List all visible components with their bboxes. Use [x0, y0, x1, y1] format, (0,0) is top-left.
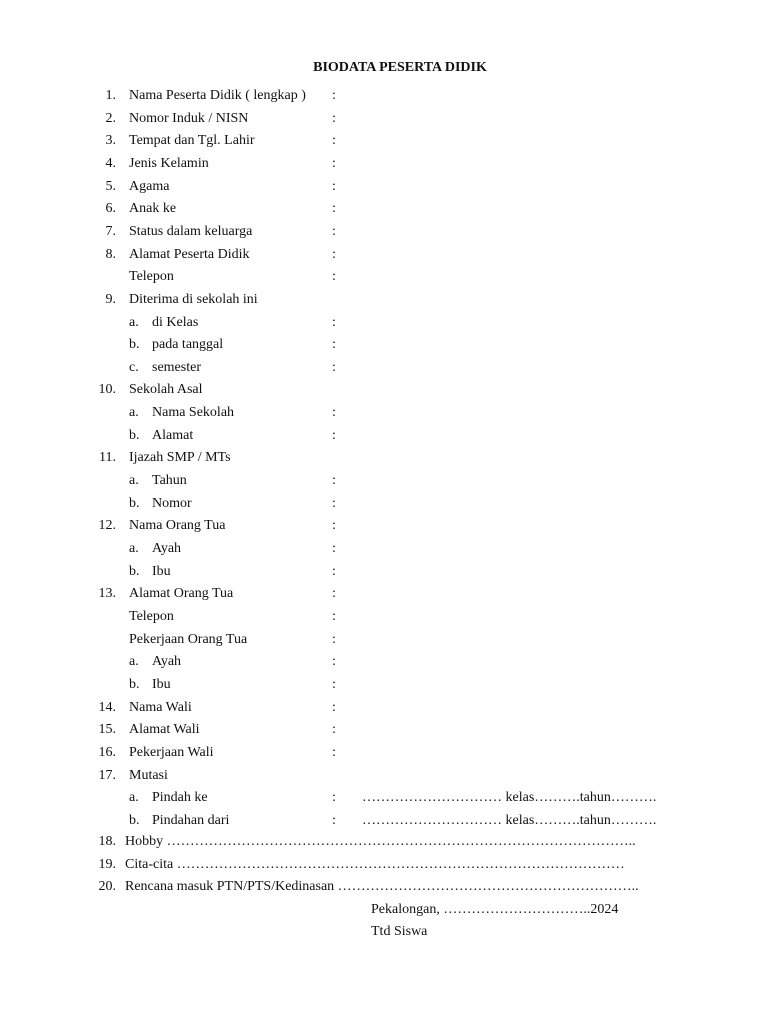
- row-number: 2.: [105, 110, 116, 126]
- row-number: 1.: [105, 88, 116, 103]
- field-label: di Kelas: [152, 314, 199, 330]
- field-colon: :: [332, 676, 336, 692]
- field-colon: :: [332, 269, 336, 285]
- field-colon: :: [332, 178, 336, 194]
- field-label: semester: [152, 359, 201, 375]
- field-label: Anak ke: [129, 201, 177, 217]
- row-letter: a.: [129, 314, 139, 330]
- row-letter: b.: [129, 495, 140, 511]
- field-colon: :: [332, 133, 336, 149]
- field-label: Diterima di sekolah ini: [129, 291, 258, 307]
- field-label: Alamat: [152, 427, 194, 443]
- row-letter: b.: [129, 427, 140, 443]
- fill-line[interactable]: ………………………… kelas……….tahun……….: [362, 812, 657, 828]
- field-label: Tahun: [152, 473, 187, 489]
- field-colon: :: [332, 337, 336, 353]
- field-label: Sekolah Asal: [129, 382, 203, 398]
- field-label: Pindahan dari: [152, 812, 230, 828]
- open-field-text[interactable]: Cita-cita ……………………………………………………………………………………: [125, 856, 625, 872]
- field-label: pada tanggal: [152, 337, 224, 353]
- signature-label: Ttd Siswa: [371, 924, 428, 939]
- row-letter: b.: [129, 676, 140, 692]
- row-number: 15.: [98, 722, 116, 738]
- row-number: 17.: [98, 767, 116, 783]
- row-number: 11.: [99, 450, 116, 466]
- fill-line[interactable]: ………………………… kelas……….tahun……….: [362, 790, 657, 806]
- row-number: 5.: [105, 178, 116, 194]
- field-label: Ayah: [152, 541, 182, 556]
- row-number: 6.: [105, 201, 116, 217]
- field-colon: :: [332, 790, 336, 806]
- field-label: Alamat Orang Tua: [129, 586, 234, 602]
- field-colon: :: [332, 246, 336, 262]
- field-colon: :: [332, 744, 336, 760]
- row-number: 13.: [98, 586, 116, 602]
- field-label: Tempat dan Tgl. Lahir: [129, 133, 255, 149]
- field-label: Mutasi: [129, 767, 168, 783]
- row-number: 20.: [98, 879, 116, 894]
- field-colon: :: [332, 473, 336, 489]
- field-colon: :: [332, 405, 336, 421]
- row-number: 18.: [98, 834, 116, 849]
- row-number: 8.: [105, 246, 116, 262]
- field-label: Nomor Induk / NISN: [129, 110, 249, 126]
- field-label: Ibu: [152, 676, 171, 692]
- row-number: 4.: [105, 155, 116, 171]
- row-number: 9.: [105, 291, 116, 307]
- field-colon: :: [332, 223, 336, 239]
- place-date: Pekalongan, …………………………..2024: [371, 902, 619, 917]
- field-colon: :: [332, 88, 336, 103]
- open-field-text[interactable]: Hobby ………………………………………………………………………………………..: [125, 834, 636, 849]
- row-number: 16.: [98, 744, 116, 760]
- field-colon: :: [332, 654, 336, 670]
- field-label: Pindah ke: [152, 790, 208, 806]
- form-title: BIODATA PESERTA DIDIK: [313, 60, 487, 75]
- field-label: Pekerjaan Wali: [129, 744, 214, 760]
- field-label: Ijazah SMP / MTs: [129, 450, 231, 466]
- row-number: 3.: [105, 133, 116, 149]
- row-letter: a.: [129, 654, 139, 670]
- field-colon: :: [332, 495, 336, 511]
- field-colon: :: [332, 563, 336, 579]
- row-letter: a.: [129, 405, 139, 421]
- open-field-text[interactable]: Rencana masuk PTN/PTS/Kedinasan ………………………………………………………..: [125, 879, 639, 894]
- field-label: Ayah: [152, 654, 182, 670]
- field-colon: :: [332, 586, 336, 602]
- field-label: Nama Sekolah: [152, 405, 235, 421]
- row-letter: a.: [129, 473, 139, 489]
- field-label: Alamat Peserta Didik: [129, 246, 250, 262]
- row-number: 7.: [105, 223, 116, 239]
- field-colon: :: [332, 699, 336, 715]
- field-label: Telepon: [129, 269, 174, 285]
- field-colon: :: [332, 201, 336, 217]
- field-label: Nama Peserta Didik ( lengkap ): [129, 88, 306, 103]
- field-colon: :: [332, 722, 336, 738]
- field-label: Alamat Wali: [129, 722, 200, 738]
- field-label: Pekerjaan Orang Tua: [129, 631, 248, 647]
- row-letter: b.: [129, 337, 140, 353]
- row-letter: c.: [129, 359, 139, 375]
- field-colon: :: [332, 541, 336, 556]
- row-number: 19.: [98, 856, 116, 872]
- field-label: Status dalam keluarga: [129, 223, 253, 239]
- field-label: Nama Orang Tua: [129, 518, 226, 534]
- row-number: 12.: [98, 518, 116, 534]
- field-colon: :: [332, 427, 336, 443]
- row-letter: a.: [129, 790, 139, 806]
- field-colon: :: [332, 359, 336, 375]
- field-colon: :: [332, 110, 336, 126]
- field-label: Nomor: [152, 495, 192, 511]
- row-letter: a.: [129, 541, 139, 556]
- field-label: Ibu: [152, 563, 171, 579]
- row-number: 14.: [98, 699, 116, 715]
- field-label: Nama Wali: [129, 699, 192, 715]
- field-colon: :: [332, 518, 336, 534]
- row-number: 10.: [98, 382, 116, 398]
- field-colon: :: [332, 812, 336, 828]
- field-colon: :: [332, 608, 336, 624]
- field-label: Agama: [129, 178, 170, 194]
- field-colon: :: [332, 631, 336, 647]
- field-colon: :: [332, 155, 336, 171]
- field-label: Telepon: [129, 608, 174, 624]
- row-letter: b.: [129, 812, 140, 828]
- row-letter: b.: [129, 563, 140, 579]
- field-colon: :: [332, 314, 336, 330]
- field-label: Jenis Kelamin: [129, 155, 209, 171]
